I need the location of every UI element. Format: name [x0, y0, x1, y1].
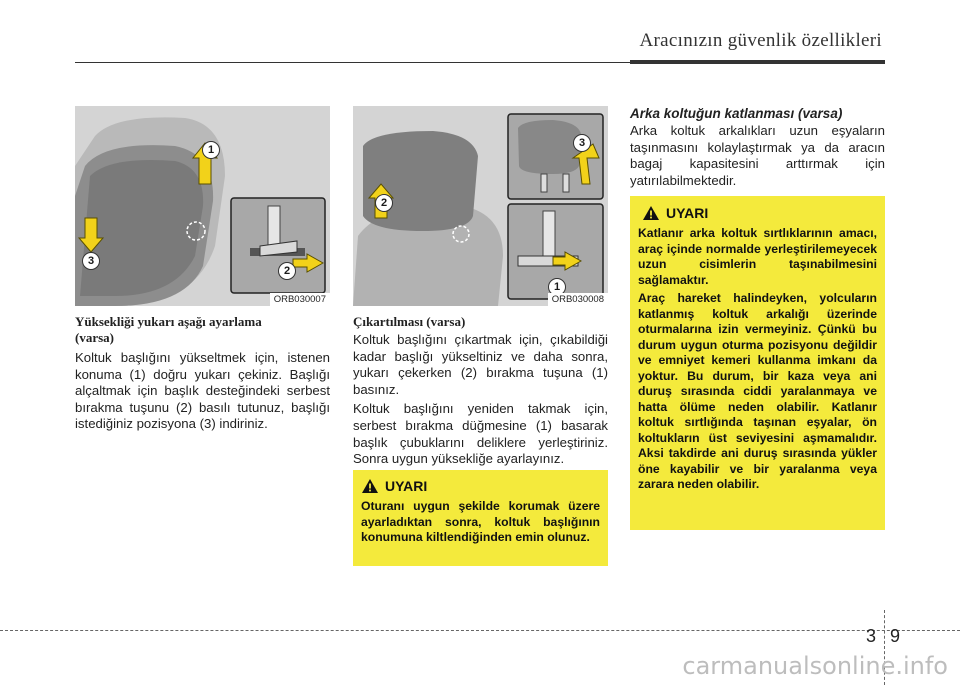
figure-code: ORB030008: [548, 293, 608, 306]
section-heading: Çıkartılması (varsa): [353, 314, 466, 329]
section-heading-suffix: (varsa): [75, 330, 114, 345]
page-section-number: 3: [866, 626, 877, 646]
section-heading: Yüksekliği yukarı aşağı ayarlama: [75, 314, 262, 329]
height-adjust-section: [75, 314, 330, 433]
callout-2: 2: [278, 262, 296, 280]
warning-body-1: Katlanır arka koltuk sırtlıklarının amacı, araç içinde normalde yerleştirilemeyecek uzun cisimlerin taşınabilmesini sağlamaktır.: [638, 226, 877, 287]
warning-triangle-icon: [361, 478, 379, 494]
callout-3: 3: [82, 252, 100, 270]
watermark: carmanualsonline.info: [682, 652, 948, 680]
warning-box-rear-seat: [630, 196, 885, 530]
callout-2: 2: [375, 194, 393, 212]
figure-code: ORB030007: [270, 293, 330, 306]
section-body: Koltuk başlığını yükseltmek için, istenen konuma (1) doğru yukarı çekiniz. Başlığı alçaltmak için başlık desteğindeki serbest bırakma tuşunu (2) basılı tutunuz, başlığı istediğiniz pozisyona (3) indiriniz.: [75, 350, 330, 432]
rear-seat-folding-section: [630, 106, 885, 189]
callout-1: 1: [202, 141, 220, 159]
headrest-removal-figure: [353, 106, 608, 306]
warning-box: [353, 470, 608, 566]
warning-body: Oturanı uygun şekilde korumak üzere ayarladıktan sonra, koltuk başlığının konumuna kiltlendiğinden emin olunuz.: [361, 499, 600, 544]
section-heading: Arka koltuğun katlanması (varsa): [630, 106, 843, 121]
page-number: 9: [890, 626, 901, 646]
warning-triangle-icon: [642, 205, 660, 221]
warning-title: [638, 205, 877, 221]
section-title: Aracınızın güvenlik özellikleri: [639, 30, 882, 51]
footer-rule: [0, 630, 960, 631]
warning-title-text: UYARI: [385, 478, 428, 494]
removal-section: [353, 314, 608, 468]
header-rule: [75, 62, 630, 63]
warning-title: [361, 478, 600, 494]
headrest-height-figure: [75, 106, 330, 306]
callout-1: 1: [548, 278, 566, 296]
warning-title-text: UYARI: [666, 205, 709, 221]
header-rule-thick: [630, 60, 885, 64]
callout-3: 3: [573, 134, 591, 152]
warning-body-2: Araç hareket halindeyken, yolcuların katlanmış koltuk arkalığı üzerinde oturmalarına izin vermeyiniz. Çünkü bu durum uygun oturma pozisyonu değildir ve emniyet kemeri kullanma imkanı da yoktur. Bu durum, bir kaza veya ani duruş sırasında ciddi yaralanmaya ve hatta ölüme neden olabilir. Katlanır koltuk sırtlığında taşınan eşyalar, ön koltukların üst seviyesini aşmamalıdır. Aksi takdirde ani duruş sırasında yükler öne kayabilir ve bir yaralanma veya zarara neden olabilir.: [638, 291, 877, 491]
section-body-1: Koltuk başlığını çıkartmak için, çıkabildiği kadar başlığı yükseltiniz ve daha sonra, yukarı çekerken (2) bırakma tuşuna (1) basınız.: [353, 332, 608, 397]
section-body: Arka koltuk arkalıkları uzun eşyaların taşınmasını kolaylaştırmak ya da aracın bagaj kapasitesini arttırmak için yatırılabilmektedir.: [630, 123, 885, 188]
section-body-2: Koltuk başlığını yeniden takmak için, serbest bırakma düğmesine (1) basarak başlık çubuklarını deliklere yerleştiriniz. Sonra uygun yüksekliğe ayarlayınız.: [353, 401, 608, 467]
